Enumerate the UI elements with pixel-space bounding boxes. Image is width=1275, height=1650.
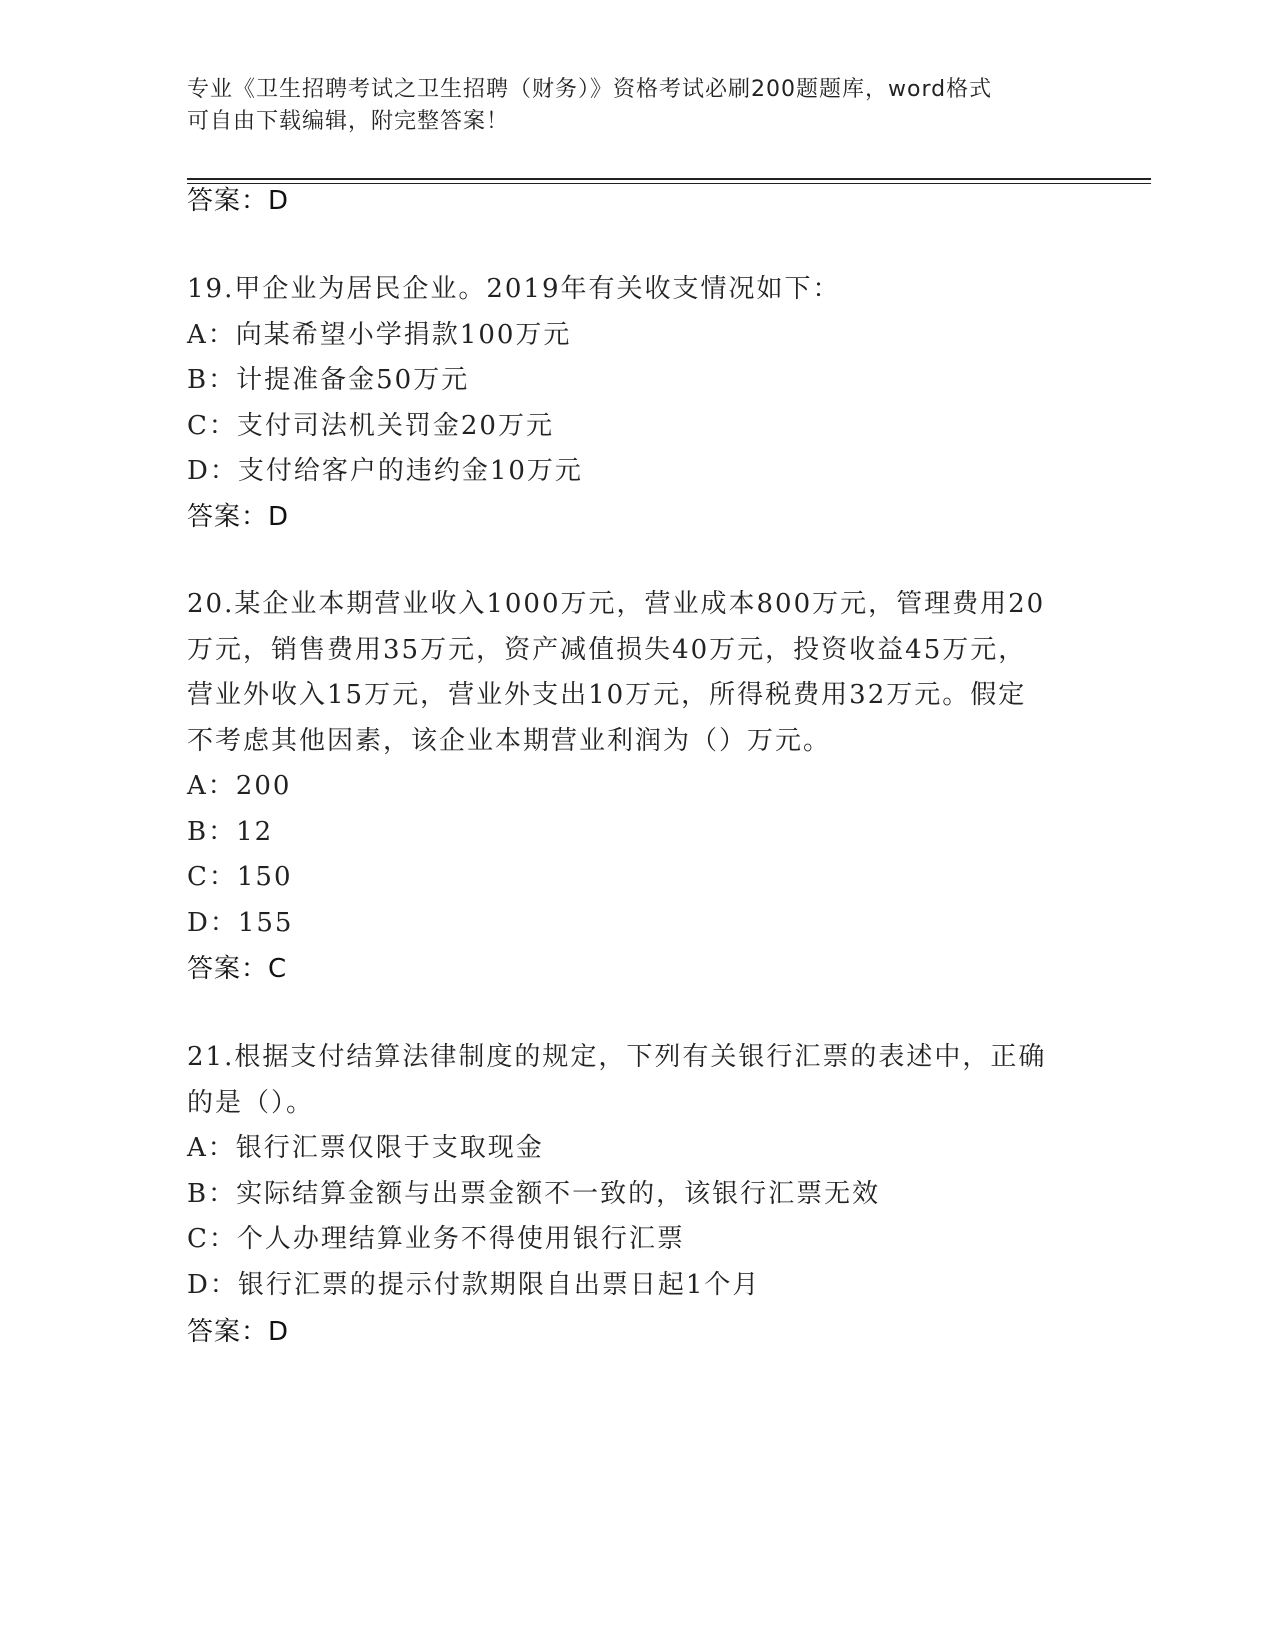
option-b: B：计提准备金50万元 bbox=[187, 365, 470, 395]
answer-19: 答案：D bbox=[187, 502, 290, 532]
option-b: B：实际结算金额与出票金额不一致的，该银行汇票无效 bbox=[187, 1178, 881, 1209]
header-line-1: 专业《卫生招聘考试之卫生招聘（财务）》资格考试必刷200题题库，word格式 bbox=[187, 77, 993, 102]
option-c: C：150 bbox=[187, 862, 293, 892]
option-c: C：个人办理结算业务不得使用银行汇票 bbox=[187, 1224, 685, 1254]
question-19 bbox=[187, 267, 1067, 495]
question-text-line-4: 不考虑其他因素，该企业本期营业利润为（）万元。 bbox=[187, 725, 832, 756]
previous-answer: 答案：D bbox=[187, 186, 290, 216]
question-text-line-2: 万元，销售费用35万元，资产减值损失40万元，投资收益45万元， bbox=[187, 634, 1027, 665]
document-header bbox=[187, 74, 1067, 138]
question-text-line-2: 的是（）。 bbox=[187, 1087, 315, 1118]
option-d: D：155 bbox=[187, 907, 294, 938]
answer-20: 答案：C bbox=[187, 954, 288, 984]
option-a: A：向某希望小学捐款100万元 bbox=[187, 319, 572, 350]
question-text-line-1: 20.某企业本期营业收入1000万元，营业成本800万元，管理费用20 bbox=[187, 589, 1046, 619]
option-c: C：支付司法机关罚金20万元 bbox=[187, 410, 554, 441]
header-divider-thick bbox=[187, 178, 1151, 180]
option-a: A：银行汇票仅限于支取现金 bbox=[187, 1133, 544, 1163]
question-text-line-3: 营业外收入15万元，营业外支出10万元，所得税费用32万元。假定 bbox=[187, 680, 1027, 710]
question-20 bbox=[187, 582, 1067, 946]
question-21 bbox=[187, 1035, 1067, 1308]
option-a: A：200 bbox=[187, 771, 292, 801]
question-text: 19.甲企业为居民企业。2019年有关收支情况如下： bbox=[187, 274, 841, 304]
question-text-line-1: 21.根据支付结算法律制度的规定，下列有关银行汇票的表述中，正确 bbox=[187, 1042, 1047, 1072]
option-b: B：12 bbox=[187, 816, 274, 847]
option-d: D：支付给客户的违约金10万元 bbox=[187, 456, 583, 486]
header-divider-thin bbox=[187, 183, 1151, 184]
header-line-2: 可自由下载编辑，附完整答案！ bbox=[187, 109, 510, 134]
answer-21: 答案：D bbox=[187, 1317, 290, 1347]
option-d: D：银行汇票的提示付款期限自出票日起1个月 bbox=[187, 1269, 761, 1300]
